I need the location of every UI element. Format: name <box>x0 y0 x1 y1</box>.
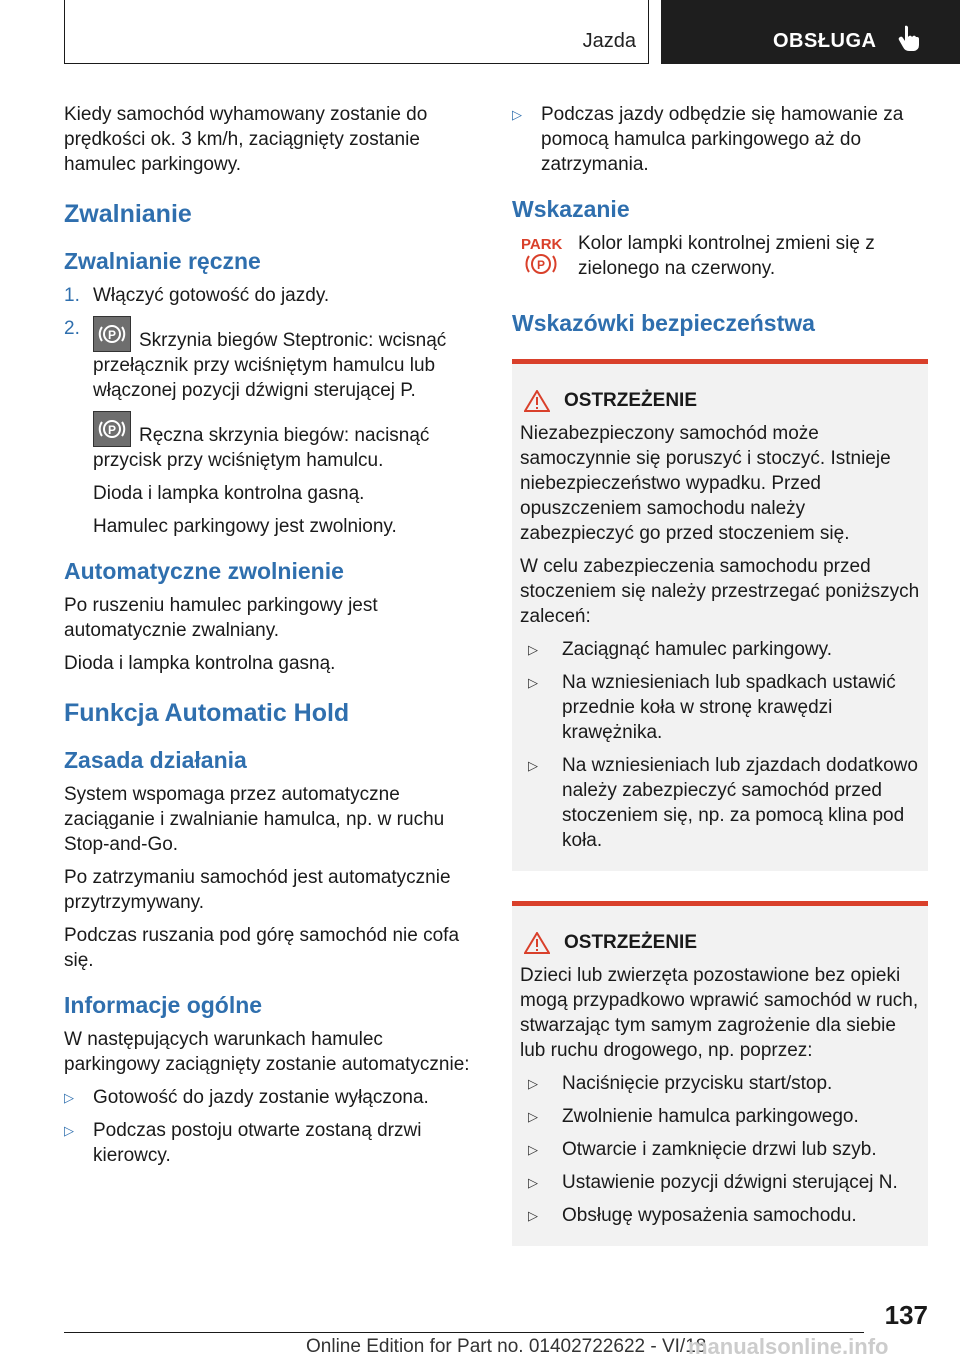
heading-manual-release: Zwalnianie ręczne <box>64 248 261 274</box>
triangle-bullet-icon: ▷ <box>528 758 538 773</box>
heading-auto-release: Automatyczne zwolnienie <box>64 558 344 584</box>
list-item: ▷ Podczas postoju otwarte zostaną drzwi kierowcy. <box>64 1120 422 1166</box>
triangle-bullet-icon: ▷ <box>528 1109 538 1124</box>
park-indicator-icon <box>512 231 570 283</box>
triangle-bullet-icon: ▷ <box>512 107 522 122</box>
indicator-text: Kolor lampki kontrolnej zmieni się z zielonego na czerwony. <box>578 233 875 279</box>
warning-box-2: OSTRZEŻENIE Dzieci lub zwierzęta pozostawione bez opieki mogą przypadkowo wprawić samochód w ruch, stwarzając tym samym zagrożenie dla siebie lub ruchu drogowego, np. poprzez: ▷ Naciśnięcie przycisku start/stop. ▷ Zwolnienie hamulca parkingowego. ▷ Otwarcie i zamknięcie drzwi lub szyb. ▷ Ustawienie pozycji dźwigni sterującej N. ▷ Obsługę wyposażenia samochodu. <box>512 901 928 1246</box>
header-tab[interactable] <box>661 0 960 64</box>
step-1: 1. Włączyć gotowość do jazdy. <box>64 285 330 306</box>
warning-triangle-icon <box>524 390 550 412</box>
tab-label: OBSŁUGA <box>773 30 877 52</box>
indicator-block <box>512 231 928 283</box>
general-text: W następujących warunkach hamulec parkingowy zaciągnięty zostanie automatycznie: <box>64 1029 470 1075</box>
header-box <box>64 0 649 64</box>
warning-box-1: OSTRZEŻENIE Niezabezpieczony samochód może samoczynnie się poruszyć i stoczyć. Istnieje niebezpieczeństwo wypadku. Przed opuszczeniem samochodu należy zabezpieczyć go przed stoczeniem się. W celu zabezpieczenia samochodu przed stoczeniem się należy przestrzegać poniższych zaleceń: ▷ Zaciągnąć hamulec parkingowy. ▷ Na wzniesieniach lub spadkach ustawić przednie koła w stronę krawędzi krawężnika. ▷ Na wzniesieniach lub zjazdach dodatkowo należy zabezpieczyć samochód przed stoczeniem się, np. za pomocą klina pod koła. <box>512 359 928 871</box>
triangle-bullet-icon: ▷ <box>64 1123 74 1138</box>
list-item: ▷ Zaciągnąć hamulec parkingowy. <box>528 639 833 660</box>
parking-brake-switch-icon <box>93 411 131 447</box>
list-item: ▷ Gotowość do jazdy zostanie wyłączona. <box>64 1087 429 1108</box>
triangle-bullet-icon: ▷ <box>528 1208 538 1223</box>
triangle-bullet-icon: ▷ <box>528 1142 538 1157</box>
list-item: ▷ Ustawienie pozycji dźwigni sterującej N. <box>528 1172 898 1193</box>
step-2-released: Hamulec parkingowy jest zwolniony. <box>93 516 397 537</box>
svg-text:P: P <box>108 328 117 342</box>
auto-text-1: Po ruszeniu hamulec parkingowy jest automatycznie zwalniany. <box>64 595 378 641</box>
heading-automatic-hold: Funkcja Automatic Hold <box>64 699 350 727</box>
left-column <box>64 102 479 1176</box>
heading-indicator: Wskazanie <box>512 196 630 222</box>
warning-triangle-icon <box>524 932 550 954</box>
triangle-bullet-icon: ▷ <box>528 1175 538 1190</box>
principle-text-1: System wspomaga przez automatyczne zaciąganie i zwalnianie hamulca, np. w ruchu Stop-and-Go. <box>64 784 445 855</box>
auto-text-2: Dioda i lampka kontrolna gasną. <box>64 653 336 674</box>
right-column <box>512 102 928 1246</box>
step-2-led: Dioda i lampka kontrolna gasną. <box>93 483 365 504</box>
watermark-logo: manualsonline.info <box>688 1334 889 1359</box>
step-2-manual: P Ręczna skrzynia biegów: nacisnąć przycisk przy wciśniętym hamulcu. <box>93 411 479 473</box>
hand-pointer-icon <box>897 24 921 52</box>
footer-divider <box>64 1332 864 1333</box>
heading-release: Zwalnianie <box>64 200 192 228</box>
heading-principle: Zasada działania <box>64 747 247 773</box>
triangle-bullet-icon: ▷ <box>64 1090 74 1105</box>
svg-text:P: P <box>537 258 546 272</box>
heading-safety: Wskazówki bezpieczeństwa <box>512 310 815 336</box>
list-item: ▷ Na wzniesieniach lub zjazdach dodatkowo należy zabezpieczyć samochód przed stoczeniem się, np. za pomocą klina pod koła. <box>528 755 918 851</box>
triangle-bullet-icon: ▷ <box>528 675 538 690</box>
footer-text: Online Edition for Part no. 01402722622 - VI/18 <box>306 1336 707 1357</box>
list-item: ▷ Naciśnięcie przycisku start/stop. <box>528 1073 833 1094</box>
parking-brake-switch-icon <box>93 316 131 352</box>
step-2: 2. P Skrzynia biegów Steptronic: wcisnąć przełącznik przy wciśniętym hamulcu lub włączonej pozycji dźwigni sterującej P. <box>64 318 447 401</box>
page-number: 137 <box>884 1300 928 1330</box>
triangle-bullet-icon: ▷ <box>528 642 538 657</box>
list-item: ▷ Obsługę wyposażenia samochodu. <box>528 1205 857 1226</box>
list-item: ▷ Zwolnienie hamulca parkingowego. <box>528 1106 859 1127</box>
list-item: ▷ Podczas jazdy odbędzie się hamowanie za pomocą hamulca parkingowego aż do zatrzymania. <box>512 104 904 175</box>
list-item: ▷ Otwarcie i zamknięcie drzwi lub szyb. <box>528 1139 877 1160</box>
intro-text: Kiedy samochód wyhamowany zostanie do prędkości ok. 3 km/h, zaciągnięty zostanie hamulec parkingowy. <box>64 104 428 175</box>
triangle-bullet-icon: ▷ <box>528 1076 538 1091</box>
principle-text-2: Po zatrzymaniu samochód jest automatycznie przytrzymywany. <box>64 867 451 913</box>
svg-text:P: P <box>108 423 117 437</box>
heading-general: Informacje ogólne <box>64 992 263 1018</box>
list-item: ▷ Na wzniesieniach lub spadkach ustawić przednie koła w stronę krawędzi krawężnika. <box>528 672 896 743</box>
svg-text:PARK: PARK <box>521 236 563 253</box>
principle-text-3: Podczas ruszania pod górę samochód nie cofa się. <box>64 925 460 971</box>
section-label: Jazda <box>582 30 636 52</box>
